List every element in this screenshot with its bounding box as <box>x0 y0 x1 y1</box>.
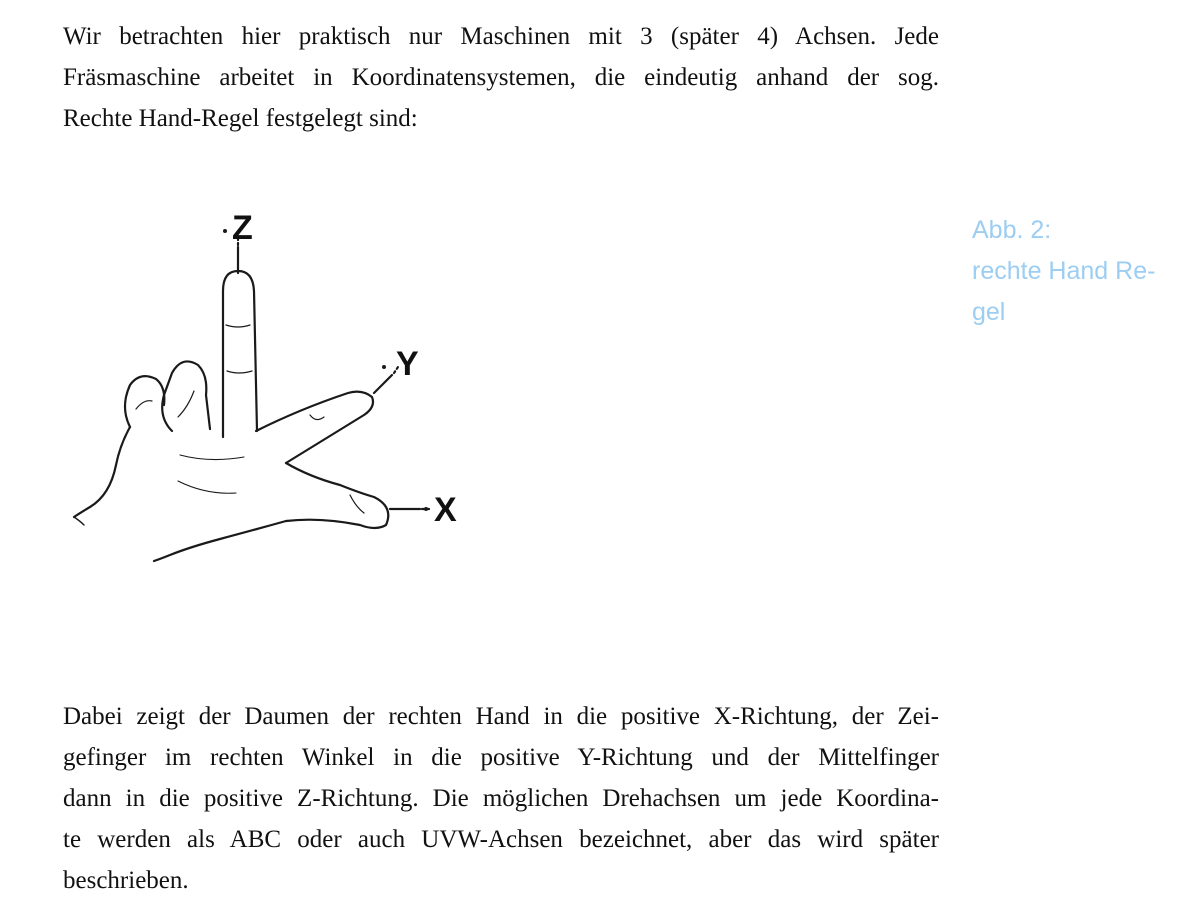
axis-label-x: X <box>434 491 457 529</box>
explanation-paragraph <box>63 696 939 901</box>
text-line: te werden als ABC oder auch UVW-Achsen bezeichnet, aber das wird später <box>63 826 939 853</box>
right-hand-rule-figure <box>60 195 480 575</box>
middle-finger <box>223 271 257 437</box>
caption-line: Abb. 2: <box>972 216 1052 244</box>
text-line: dann in die positive Z-Richtung. Die möglichen Drehachsen um jede Koordina- <box>63 785 939 812</box>
caption-line: gel <box>972 298 1006 326</box>
intro-paragraph <box>63 16 939 139</box>
axis-label-z: Z <box>232 209 253 247</box>
text-line: Rechte Hand-Regel festgelegt sind: <box>63 105 418 132</box>
index-finger <box>256 392 373 463</box>
hand-illustration <box>60 195 480 575</box>
wrist-lower <box>154 521 286 561</box>
text-line: beschrieben. <box>63 867 189 894</box>
text-line: Dabei zeigt der Daumen der rechten Hand in die positive X-Richtung, der Zei- <box>63 703 939 730</box>
text-line: gefinger im rechten Winkel in die positive Y-Richtung und der Mittelfinger <box>63 744 939 771</box>
wrist-upper <box>74 427 130 517</box>
y-axis-line <box>374 375 392 393</box>
caption-line: rechte Hand Re- <box>972 257 1156 285</box>
axis-label-y: Y <box>396 345 419 383</box>
text-line: Fräsmaschine arbeitet in Koordinatensystemen, die eindeutig anhand der sog. <box>63 64 939 91</box>
ring-finger <box>162 361 210 431</box>
figure-caption <box>972 210 1192 333</box>
thumb <box>286 463 388 528</box>
text-line: Wir betrachten hier praktisch nur Maschinen mit 3 (später 4) Achsen. Jede <box>63 23 939 50</box>
